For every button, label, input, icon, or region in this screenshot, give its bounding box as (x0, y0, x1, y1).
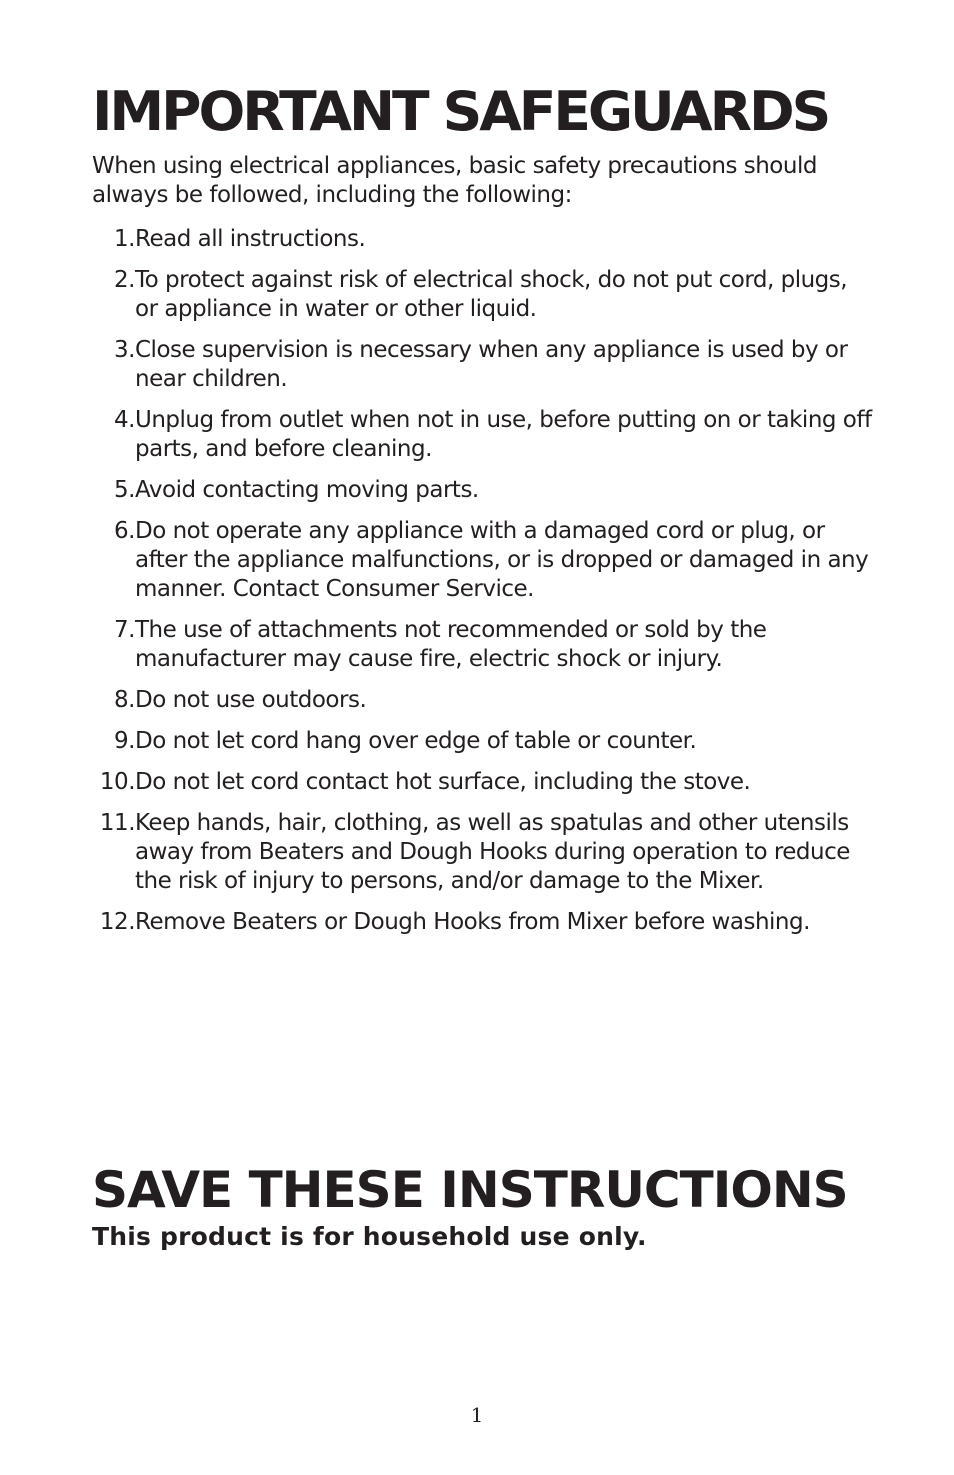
list-item (92, 406, 872, 464)
item-number: 5. (114, 477, 135, 503)
page-number: 1 (470, 1403, 484, 1427)
item-number: 12. (99, 909, 135, 935)
list-item (92, 686, 872, 715)
list-item (92, 616, 872, 674)
page-title: IMPORTANT SAFEGUARDS (92, 80, 829, 143)
item-text: Close supervision is necessary when any appliance is used by or near children. (135, 337, 848, 392)
item-text: Avoid contacting moving parts. (135, 477, 479, 503)
safeguard-list (92, 225, 872, 949)
list-item (92, 727, 872, 756)
item-number: 7. (114, 617, 135, 643)
item-number: 9. (114, 728, 135, 754)
list-item (92, 517, 872, 604)
item-text: Read all instructions. (135, 226, 366, 252)
item-text: Do not use outdoors. (135, 687, 367, 713)
item-text: Keep hands, hair, clothing, as well as spatulas and other utensils away from Beaters and Dough Hooks during operation to reduce the risk of injury to persons, and/or damage to the Mixer. (135, 810, 850, 894)
list-item (92, 908, 872, 937)
item-text: Do not let cord hang over edge of table or counter. (135, 728, 697, 754)
item-number: 6. (114, 518, 135, 544)
item-text: To protect against risk of electrical shock, do not put cord, plugs, or appliance in water or other liquid. (135, 267, 848, 322)
list-item (92, 336, 872, 394)
household-use-note: This product is for household use only. (92, 1222, 647, 1251)
item-text: Remove Beaters or Dough Hooks from Mixer before washing. (135, 909, 810, 935)
list-item (92, 225, 872, 254)
list-item (92, 266, 872, 324)
item-number: 4. (114, 407, 135, 433)
item-number: 2. (114, 267, 135, 293)
item-number: 1. (114, 226, 135, 252)
save-instructions-heading: SAVE THESE INSTRUCTIONS (92, 1161, 848, 1219)
list-item (92, 768, 872, 797)
item-text: Do not operate any appliance with a damaged cord or plug, or after the appliance malfunctions, or is dropped or damaged in any manner. Contact Consumer Service. (135, 518, 869, 602)
item-number: 10. (99, 769, 135, 795)
item-number: 3. (114, 337, 135, 363)
list-item (92, 476, 872, 505)
item-number: 11. (99, 810, 135, 836)
item-text: The use of attachments not recommended or sold by the manufacturer may cause fire, electric shock or injury. (135, 617, 767, 672)
intro-paragraph: When using electrical appliances, basic safety precautions should always be followed, including the following: (92, 153, 817, 208)
item-text: Unplug from outlet when not in use, before putting on or taking off parts, and before cleaning. (135, 407, 872, 462)
item-number: 8. (114, 687, 135, 713)
item-text: Do not let cord contact hot surface, including the stove. (135, 769, 751, 795)
list-item (92, 809, 872, 896)
